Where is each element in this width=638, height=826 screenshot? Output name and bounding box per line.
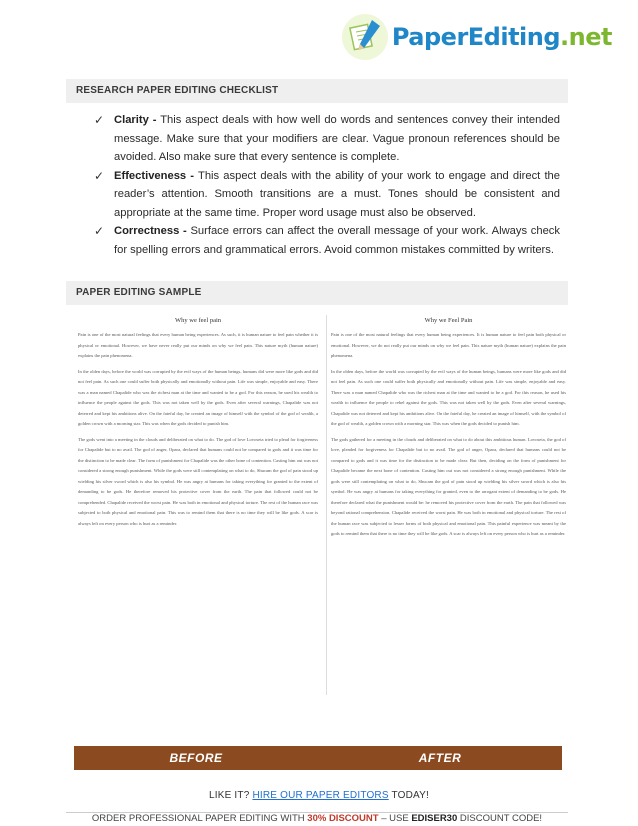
logo-tld: .net (560, 23, 612, 51)
before-paragraph: Pain is one of the most natural feelings that every human being experiences. As such, it is human nature to feel pain whether it is physical or emotional. However, we have never really put our minds on why we feel pain. This nature myth (human nature) explains the pain phenomena. (78, 332, 318, 358)
checklist-text: This aspect deals with how well do words and sentences convey their intended message. Make sure that your modifiers are clear. Vague pronoun references should be avoided. Also make sure that every sentence is complete. (114, 114, 561, 163)
cta-prefix: LIKE IT? (208, 790, 253, 801)
before-document (78, 315, 318, 695)
after-document (326, 315, 566, 695)
discount-code: EDISER30 (411, 813, 458, 824)
before-paragraph: The gods went into a meeting in the clouds and deliberated on what to do. The god of love Lovoseta tried to plead for forgiveness for Chapalide but to no avail. The god of anger, Opara, declared that humans could not be compared to gods and it was time for the distinction to be made clear. The form of punishment for Chapalide was the other bone of contention. Casting him out was not considered a strong enough punishment. While the gods were still contemplating on what to do, Shucam the god of pain stood up wielding his silver sword which is also his symbol. He was angry at humans for taking everything for granted to the extent of demanding to be gods. He therefore removed his protective cover from the earth. The pain that followed could not be comprehended. Chapalide received the worst pain. He was both in emotional and physical torture. The rest of the human race was subjected to both physical and emotional pain. This was to remind them that there is no time they will be like gods. A scar is always left on every person who is hurt as a reminder. (78, 436, 318, 526)
discount-text: 30% DISCOUNT (307, 813, 379, 824)
after-paragraph: The gods gathered for a meeting in the clouds and deliberated on what to do about this ambitious human. Lovoseta, the god of love, pleaded for forgiveness for Chapalide but to no avail. The god of anger, Opara, declared that humans could not be compared to gods and it was time for the distinction to be made clear. But then, deciding on the form of punishment for Chapalide became the next bone of contention. Casting him out was not considered a strong enough punishment. While the gods were still contemplating on what to do, Shucam the god of pain stood up wielding his silver sword which is also his symbol. He was angry at humans for taking everything for granted, even to the arrogant extent of demanding to be gods. He therefore declared what the punishment would be: he removed his protective cover from the earth. The pain that followed was beyond rational comprehension. Chapalide received the worst pain. He was both in emotional and physical torture. The rest of the human race was subjected to lesser forms of both physical and emotional pain. This painful experience was meant by the gods to remind them that there is no time they will be like gods. A scar is always left on every person who is hurt as a reminder. (331, 436, 566, 536)
pencil-paper-icon (342, 14, 388, 60)
after-label: AFTER (418, 751, 462, 765)
checklist-text: This aspect deals with the ability of your work to engage and direct the reader’s attention. Smooth transitions are a must. Tones should be consistent and appropriate at the same time. Proper word usage must also be observed. (114, 169, 561, 219)
before-label: BEFORE (169, 751, 223, 765)
section-header-sample: PAPER EDITING SAMPLE (66, 281, 568, 305)
checklist (94, 111, 560, 259)
before-paragraph: In the olden days, before the world was corrupted by the evil ways of the human beings, humans did were more like gods and did not feel pain. As such one could suffer both physically and emotionally without pain. Life was simple, enjoyable and easy. There was a man named Chapalide who was the richest man at the time and wanted to be a god. For this reason, he used his wealth to influence the people against the gods. This was not taken well by the gods. Even after several warnings, Chapalide was not deterred and kept his ambitions alive. On the fateful day, he created an image of himself with the symbol of the god of wealth, a golden crown with a morning star. This was when the gods decided to punish him. (78, 368, 318, 426)
after-paragraph: Pain is one of the most natural feelings that every human being experiences. It is human nature to feel pain both physical or emotional. However, we do not really put our minds on why we feel pain. This nature myth (human nature) explains the pain phenomena. (331, 332, 566, 358)
before-doc-title: Why we feel pain (174, 317, 222, 324)
checklist-term: Clarity - (114, 114, 157, 126)
checklist-item-correctness (94, 222, 560, 259)
logo (342, 14, 612, 60)
checklist-text: Surface errors can affect the overall message of your work. Always check for spelling errors and grammatical errors. Avoid common mistakes committed by writers. (114, 225, 560, 256)
before-after-bar (74, 746, 562, 770)
footer-middle: – USE (378, 813, 412, 824)
footer-promo (66, 812, 568, 824)
section-header-checklist: RESEARCH PAPER EDITING CHECKLIST (66, 79, 568, 103)
cta-line (0, 790, 638, 801)
after-paragraph: In the olden days, before the world was corrupted by the evil ways of the human beings, humans were more like gods and did not feel pain. As such one could suffer both physically and emotionally without pain. Life was simple, enjoyable and easy. There was a man named Chapalide who was the richest man at the time and wanted to be a god. For this reason, he used his wealth to influence the people to rebel against the gods. This was not taken well by the gods. Even after several warnings, Chapalide was not deterred and kept his ambitions alive. On the fateful day, he created an image of himself, with the symbol of the god of wealth, a golden crown with a morning star. This was when the gods decided to punish him. (331, 368, 566, 426)
footer-suffix: DISCOUNT CODE! (457, 813, 543, 824)
cta-suffix: TODAY! (388, 790, 430, 801)
checklist-item-effectiveness (94, 167, 560, 223)
checklist-term: Effectiveness - (114, 169, 195, 182)
logo-wordmark (392, 23, 612, 51)
checkmark-icon: ✓ (94, 168, 105, 183)
hire-editors-link[interactable]: HIRE OUR PAPER EDITORS (252, 790, 389, 801)
footer-prefix: ORDER PROFESSIONAL PAPER EDITING WITH (91, 813, 308, 824)
checklist-term: Correctness - (114, 225, 187, 237)
checkmark-icon: ✓ (94, 224, 105, 238)
checklist-item-clarity (94, 111, 560, 167)
after-doc-title: Why we Feel Pain (424, 317, 473, 324)
logo-name: PaperEditing (391, 23, 561, 51)
editing-sample-image (74, 311, 566, 721)
checkmark-icon: ✓ (94, 113, 105, 127)
